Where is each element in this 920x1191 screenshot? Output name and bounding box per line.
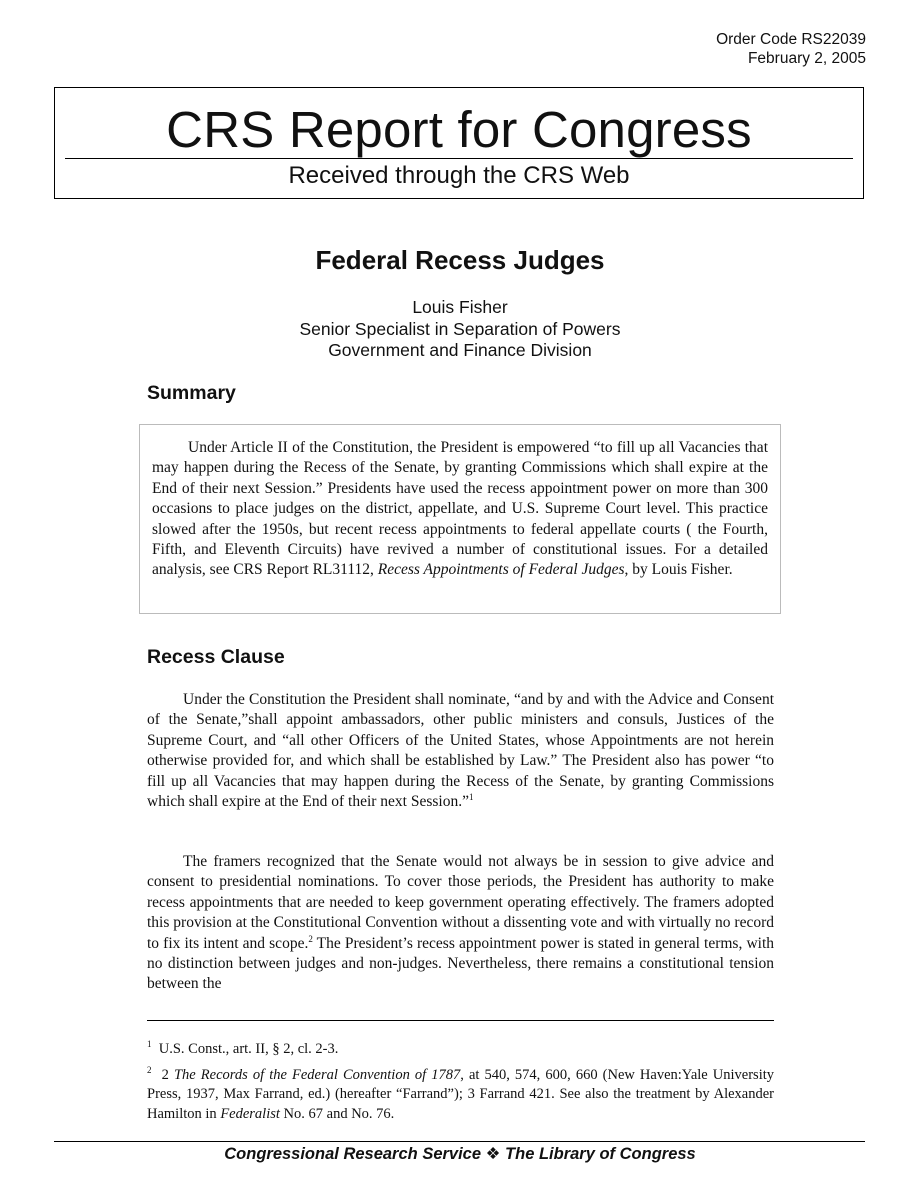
footer-divider [54,1141,865,1142]
footnote-2-marker: 2 [147,1064,152,1075]
summary-text-main: Under Article II of the Constitution, the President is empowered “to fill up all Vacancies that may happen during the Recess of the Senate, by granting Commissions which shall expire at the End of their next Session.” Presidents have used the recess appointment power on more than 300 occasions to place judges on the district, appellate, and U.S. Supreme Court level. This practice slowed after the 1950s, but recent recess appointments to federal appellate courts ( the Fourth, Fifth, and Eleventh Circuits) have revived a number of constitutional issues. For a detailed analysis, see CRS Report RL31112, [152,439,768,579]
author-title: Senior Specialist in Separation of Powers [299,318,621,339]
diamond-separator-icon: ❖ [485,1145,501,1163]
footer-left: Congressional Research Service [224,1145,482,1163]
summary-report-title: Recess Appointments of Federal Judges [377,561,625,579]
order-info [716,30,866,68]
footnote-1 [147,1040,774,1060]
author-name: Louis Fisher [412,297,508,317]
summary-heading: Summary [147,382,236,404]
summary-text-end: , by Louis Fisher. [624,561,733,579]
footnote-2 [147,1066,774,1125]
report-date: February 2, 2005 [747,50,866,67]
footnote-2-prefix: 2 [161,1066,174,1083]
paragraph-1-text: Under the Constitution the President shall nominate, “and by and with the Advice and Consent of the Senate,”shall appoint ambassadors, other public ministers and consuls, Justices of the Supreme Court, and “all other Officers of the United States, whose Appointments are not herein otherwise provided for, and which shall be established by Law.” The President also has power “to fill up all Vacancies that may happen during the Recess of the Senate, by granting Commissions which shall expire at the End of their next Session.” [147,691,774,811]
paragraph-2-text-b: The President’s recess appointment power is stated in general terms, with no distinction between judges and non-judges. Nevertheless, there remains a constitutional tension between the [147,934,775,993]
recess-clause-heading: Recess Clause [147,646,285,668]
document-title: Federal Recess Judges [315,245,605,275]
banner-title: CRS Report for Congress [166,101,752,158]
footer-right: The Library of Congress [505,1145,696,1163]
footnote-2-end: No. 67 and No. 76. [279,1105,395,1122]
crs-banner [54,87,864,199]
summary-box [139,424,781,614]
page-footer [0,1144,920,1164]
footnote-2-middle: , at 540, 574, 600, 660 (New Haven:Yale University Press, 1937, Max Farrand, ed.) (hereafter “Farrand”); 3 Farrand 421. See also the treatment by Alexander Hamilton in [147,1066,775,1122]
banner-divider [65,158,853,159]
author-block [0,297,920,362]
recess-clause-paragraph-1 [147,690,774,812]
order-code: Order Code RS22039 [716,31,866,48]
author-division: Government and Finance Division [328,340,592,360]
recess-clause-paragraph-2 [147,852,774,995]
footnote-2-federalist: Federalist [220,1105,280,1122]
footnote-2-title: The Records of the Federal Convention of 1787 [173,1066,461,1083]
paragraph-2-text-a: The framers recognized that the Senate would not always be in session to give advice and consent to presidential nominations. To cover those periods, the President has authority to make recess appointments that are needed to keep government operating effectively. The framers adopted this provision at the Constitutional Convention without a dissenting vote and with virtually no record to fix its intent and scope. [147,853,774,952]
footnote-1-marker: 1 [147,1039,152,1050]
footnote-divider [147,1020,774,1021]
footnote-ref-1: 1 [468,791,474,802]
footnote-ref-2: 2 [308,933,313,944]
summary-text [152,438,768,581]
footnote-1-text: U.S. Const., art. II, § 2, cl. 2-3. [158,1041,339,1057]
banner-subtitle: Received through the CRS Web [288,162,630,189]
footnotes [147,1040,774,1130]
